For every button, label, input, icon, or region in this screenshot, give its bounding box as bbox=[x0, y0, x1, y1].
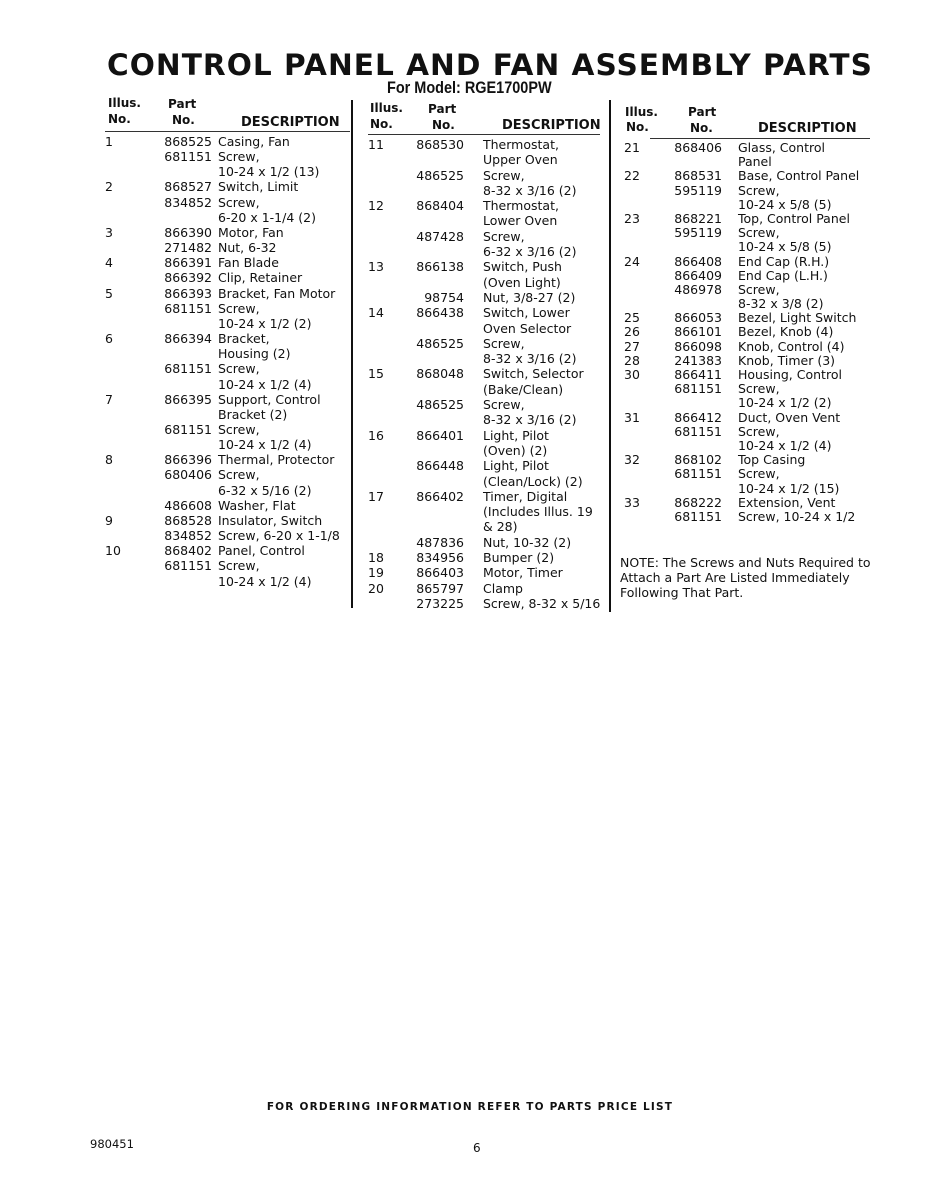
parts-row bbox=[105, 195, 350, 210]
header-rule bbox=[368, 134, 600, 135]
parts-row bbox=[105, 452, 350, 467]
part-description: 10-24 x 5/8 (5) bbox=[738, 196, 832, 212]
parts-row bbox=[105, 483, 350, 498]
part-description: Insulator, Switch bbox=[218, 512, 323, 528]
parts-row bbox=[105, 240, 350, 255]
part-description: Motor, Timer bbox=[483, 565, 563, 581]
page-title: CONTROL PANEL AND FAN ASSEMBLY PARTS bbox=[107, 48, 873, 82]
part-description: 10-24 x 5/8 (5) bbox=[738, 239, 832, 255]
parts-row bbox=[368, 535, 608, 550]
part-number: 486525 bbox=[416, 397, 464, 413]
illus-number: 13 bbox=[368, 259, 384, 275]
parts-row bbox=[105, 361, 350, 376]
part-description: Screw, bbox=[483, 397, 525, 413]
part-description: Nut, 3/8-27 (2) bbox=[483, 289, 576, 305]
parts-row bbox=[624, 239, 874, 253]
part-no-header: No. bbox=[432, 118, 455, 132]
part-number: 595119 bbox=[674, 182, 722, 198]
parts-row bbox=[368, 596, 608, 611]
part-description: Washer, Flat bbox=[218, 497, 296, 513]
part-description: Extension, Vent bbox=[738, 494, 836, 510]
part-description: Screw, bbox=[218, 149, 260, 165]
parts-row bbox=[368, 213, 608, 228]
illus-number: 1 bbox=[105, 134, 113, 149]
illus-number: 26 bbox=[624, 324, 640, 340]
part-description: 10-24 x 1/2 (2) bbox=[738, 395, 832, 411]
part-number: 486608 bbox=[164, 497, 212, 513]
illus-header: Illus. bbox=[625, 105, 658, 119]
parts-row bbox=[368, 489, 608, 504]
part-description: Bezel, Knob (4) bbox=[738, 324, 834, 340]
part-description: Upper Oven bbox=[483, 152, 558, 168]
part-description: 10-24 x 1/2 (4) bbox=[218, 437, 312, 453]
parts-row bbox=[105, 392, 350, 407]
part-description: Housing (2) bbox=[218, 346, 291, 362]
part-description: End Cap (R.H.) bbox=[738, 253, 830, 269]
part-number: 868048 bbox=[416, 366, 464, 382]
part-number: 868525 bbox=[164, 134, 212, 149]
illus-header: Illus. bbox=[108, 96, 141, 110]
parts-row bbox=[105, 316, 350, 331]
illus-number: 12 bbox=[368, 198, 384, 214]
part-number: 866403 bbox=[416, 565, 464, 581]
part-number: 866412 bbox=[674, 409, 722, 425]
parts-row bbox=[624, 381, 874, 395]
parts-row bbox=[105, 225, 350, 240]
description-header: DESCRIPTION bbox=[241, 115, 340, 130]
part-number: 866408 bbox=[674, 253, 722, 269]
illus-number: 18 bbox=[368, 550, 384, 566]
part-number: 487836 bbox=[416, 534, 464, 550]
part-description: Screw, bbox=[738, 182, 780, 198]
parts-row bbox=[105, 286, 350, 301]
part-description: Switch, Push bbox=[483, 259, 562, 275]
parts-row bbox=[105, 377, 350, 392]
parts-row bbox=[368, 305, 608, 320]
part-description: 8-32 x 3/8 (2) bbox=[738, 296, 824, 312]
part-number: 834852 bbox=[164, 528, 212, 544]
part-description: Nut, 6-32 bbox=[218, 240, 277, 256]
part-description: 10-24 x 1/2 (4) bbox=[218, 573, 312, 589]
parts-row bbox=[368, 519, 608, 534]
parts-row bbox=[368, 581, 608, 596]
part-number: 595119 bbox=[674, 225, 722, 241]
part-description: Glass, Control bbox=[738, 140, 825, 155]
part-number: 868528 bbox=[164, 512, 212, 528]
part-description: Screw, bbox=[483, 228, 525, 244]
illus-number: 4 bbox=[105, 255, 113, 271]
part-number: 866101 bbox=[674, 324, 722, 340]
illus-number: 19 bbox=[368, 565, 384, 581]
parts-row bbox=[368, 565, 608, 580]
document-number: 980451 bbox=[90, 1137, 134, 1151]
part-description: Lower Oven bbox=[483, 213, 558, 229]
part-description: Screw, 6-20 x 1-1/8 bbox=[218, 528, 340, 544]
part-number: 681151 bbox=[674, 423, 722, 439]
part-description: Duct, Oven Vent bbox=[738, 409, 841, 425]
illus-number: 14 bbox=[368, 305, 384, 321]
part-no-header: No. bbox=[690, 121, 713, 135]
part-description: Screw, bbox=[218, 300, 260, 316]
part-header: Part bbox=[168, 97, 197, 111]
parts-row bbox=[105, 513, 350, 528]
illus-number: 16 bbox=[368, 427, 384, 443]
parts-row bbox=[105, 331, 350, 346]
part-number: 868404 bbox=[416, 198, 464, 214]
parts-column-3 bbox=[624, 140, 874, 523]
description-header: DESCRIPTION bbox=[758, 121, 857, 136]
part-description: Thermostat, bbox=[483, 137, 559, 152]
part-number: 868531 bbox=[674, 168, 722, 184]
parts-row bbox=[624, 154, 874, 168]
column-divider bbox=[351, 100, 353, 608]
parts-row bbox=[624, 481, 874, 495]
parts-row bbox=[624, 438, 874, 452]
part-description: Switch, Limit bbox=[218, 179, 299, 195]
illus-number: 32 bbox=[624, 452, 640, 468]
part-number: 681151 bbox=[164, 300, 212, 316]
illus-number: 21 bbox=[624, 140, 640, 155]
illus-no-header: No. bbox=[108, 112, 131, 126]
part-number: 868221 bbox=[674, 210, 722, 226]
part-number: 241383 bbox=[674, 352, 722, 368]
header-rule bbox=[105, 131, 350, 132]
column-divider bbox=[609, 100, 611, 612]
part-description: End Cap (L.H.) bbox=[738, 267, 828, 283]
illus-number: 9 bbox=[105, 512, 113, 528]
part-number: 866395 bbox=[164, 391, 212, 407]
part-number: 273225 bbox=[416, 595, 464, 611]
part-description: 10-24 x 1/2 (4) bbox=[218, 376, 312, 392]
parts-row bbox=[624, 268, 874, 282]
part-number: 866098 bbox=[674, 338, 722, 354]
part-number: 866448 bbox=[416, 458, 464, 474]
parts-row bbox=[368, 382, 608, 397]
parts-row bbox=[368, 290, 608, 305]
part-number: 866402 bbox=[416, 488, 464, 504]
part-description: Oven Selector bbox=[483, 320, 572, 336]
parts-row bbox=[624, 424, 874, 438]
parts-row bbox=[368, 504, 608, 519]
part-description: 6-32 x 3/16 (2) bbox=[483, 244, 577, 260]
parts-row bbox=[368, 428, 608, 443]
illus-number: 15 bbox=[368, 366, 384, 382]
parts-row bbox=[624, 466, 874, 480]
description-header: DESCRIPTION bbox=[502, 118, 601, 133]
illus-number: 33 bbox=[624, 494, 640, 510]
part-number: 866409 bbox=[674, 267, 722, 283]
parts-row bbox=[105, 134, 350, 149]
parts-row bbox=[368, 336, 608, 351]
part-number: 681151 bbox=[674, 466, 722, 482]
parts-row bbox=[624, 197, 874, 211]
parts-row bbox=[105, 164, 350, 179]
part-description: Base, Control Panel bbox=[738, 168, 860, 184]
part-description: Light, Pilot bbox=[483, 458, 549, 474]
part-header: Part bbox=[428, 102, 457, 116]
parts-row bbox=[368, 229, 608, 244]
part-number: 834852 bbox=[164, 194, 212, 210]
parts-row bbox=[105, 255, 350, 270]
parts-column-2 bbox=[368, 137, 608, 611]
part-description: 10-24 x 1/2 (15) bbox=[738, 480, 840, 496]
part-description: 8-32 x 3/16 (2) bbox=[483, 351, 577, 367]
parts-row bbox=[368, 412, 608, 427]
model-subtitle: For Model: RGE1700PW bbox=[387, 78, 552, 97]
part-description: Top Casing bbox=[738, 452, 806, 468]
parts-row bbox=[105, 543, 350, 558]
illus-no-header: No. bbox=[370, 117, 393, 131]
part-number: 866394 bbox=[164, 331, 212, 347]
parts-row bbox=[624, 140, 874, 154]
part-number: 98754 bbox=[424, 289, 464, 305]
note-text: NOTE: The Screws and Nuts Required to Attach a Part Are Listed Immediately Following That Part. bbox=[620, 555, 871, 600]
part-number: 486525 bbox=[416, 167, 464, 183]
parts-row bbox=[624, 296, 874, 310]
parts-row bbox=[105, 210, 350, 225]
part-description: Light, Pilot bbox=[483, 427, 549, 443]
parts-row bbox=[624, 410, 874, 424]
part-description: Support, Control bbox=[218, 391, 321, 407]
part-description: Screw, bbox=[218, 558, 260, 574]
parts-row bbox=[368, 443, 608, 458]
parts-row bbox=[105, 558, 350, 573]
part-description: Housing, Control bbox=[738, 367, 842, 382]
parts-row bbox=[624, 509, 874, 523]
parts-row bbox=[624, 452, 874, 466]
part-description: Screw, bbox=[218, 421, 260, 437]
part-number: 681151 bbox=[674, 381, 722, 397]
part-description: 10-24 x 1/2 (13) bbox=[218, 164, 320, 180]
part-number: 681151 bbox=[164, 361, 212, 377]
illus-number: 28 bbox=[624, 352, 640, 368]
part-number: 681151 bbox=[674, 508, 722, 524]
part-description: (Includes Illus. 19 bbox=[483, 504, 593, 520]
part-description: 10-24 x 1/2 (4) bbox=[738, 437, 832, 453]
part-description: 10-24 x 1/2 (2) bbox=[218, 315, 312, 331]
parts-row bbox=[368, 397, 608, 412]
parts-row bbox=[624, 254, 874, 268]
part-number: 866401 bbox=[416, 427, 464, 443]
part-number: 866391 bbox=[164, 255, 212, 271]
part-number: 868102 bbox=[674, 452, 722, 468]
parts-row bbox=[368, 183, 608, 198]
part-description: Motor, Fan bbox=[218, 224, 284, 240]
part-description: Bezel, Light Switch bbox=[738, 310, 857, 326]
part-number: 866393 bbox=[164, 285, 212, 301]
part-number: 834956 bbox=[416, 550, 464, 566]
parts-row bbox=[368, 198, 608, 213]
parts-row bbox=[368, 137, 608, 152]
part-description: Fan Blade bbox=[218, 255, 279, 271]
illus-number: 27 bbox=[624, 338, 640, 354]
parts-row bbox=[624, 367, 874, 381]
part-number: 486525 bbox=[416, 335, 464, 351]
parts-row bbox=[624, 395, 874, 409]
part-description: Bracket, bbox=[218, 331, 270, 347]
part-description: Thermal, Protector bbox=[218, 452, 335, 468]
illus-number: 5 bbox=[105, 285, 113, 301]
parts-row bbox=[105, 407, 350, 422]
part-description: 6-20 x 1-1/4 (2) bbox=[218, 209, 316, 225]
parts-row bbox=[368, 458, 608, 473]
header-rule bbox=[650, 138, 870, 139]
parts-row bbox=[105, 467, 350, 482]
part-number: 868222 bbox=[674, 494, 722, 510]
part-number: 868527 bbox=[164, 179, 212, 195]
parts-row bbox=[105, 179, 350, 194]
illus-number: 7 bbox=[105, 391, 113, 407]
part-number: 865797 bbox=[416, 580, 464, 596]
part-header: Part bbox=[688, 105, 717, 119]
illus-number: 22 bbox=[624, 168, 640, 184]
illus-number: 3 bbox=[105, 224, 113, 240]
part-number: 680406 bbox=[164, 467, 212, 483]
illus-number: 23 bbox=[624, 210, 640, 226]
part-description: Screw, 8-32 x 5/16 bbox=[483, 595, 601, 611]
part-description: 8-32 x 3/16 (2) bbox=[483, 412, 577, 428]
part-description: Screw, bbox=[483, 167, 525, 183]
illus-number: 8 bbox=[105, 452, 113, 468]
part-description: Screw, bbox=[738, 281, 780, 297]
part-description: Screw, bbox=[738, 423, 780, 439]
parts-row bbox=[368, 259, 608, 274]
part-number: 866390 bbox=[164, 224, 212, 240]
part-description: Switch, Selector bbox=[483, 366, 584, 382]
part-description: & 28) bbox=[483, 519, 518, 535]
part-number: 681151 bbox=[164, 149, 212, 165]
part-description: (Bake/Clean) bbox=[483, 381, 564, 397]
footer-ordering-info: FOR ORDERING INFORMATION REFER TO PARTS PRICE LIST bbox=[266, 1101, 674, 1113]
parts-row bbox=[105, 498, 350, 513]
part-description: Nut, 10-32 (2) bbox=[483, 534, 572, 550]
part-description: Knob, Control (4) bbox=[738, 338, 845, 354]
illus-number: 2 bbox=[105, 179, 113, 195]
illus-number: 31 bbox=[624, 409, 640, 425]
illus-header: Illus. bbox=[370, 101, 403, 115]
part-description: Bumper (2) bbox=[483, 550, 555, 566]
part-description: (Oven) (2) bbox=[483, 442, 548, 458]
parts-row bbox=[105, 149, 350, 164]
parts-row bbox=[105, 270, 350, 285]
parts-row bbox=[105, 346, 350, 361]
illus-number: 25 bbox=[624, 310, 640, 326]
illus-number: 20 bbox=[368, 580, 384, 596]
part-description: Clamp bbox=[483, 580, 523, 596]
parts-row bbox=[624, 225, 874, 239]
parts-row bbox=[624, 353, 874, 367]
parts-row bbox=[368, 366, 608, 381]
parts-row bbox=[105, 437, 350, 452]
parts-row bbox=[105, 301, 350, 316]
part-number: 866053 bbox=[674, 310, 722, 326]
parts-row bbox=[368, 351, 608, 366]
illus-number: 11 bbox=[368, 137, 384, 152]
part-number: 866396 bbox=[164, 452, 212, 468]
parts-row bbox=[105, 528, 350, 543]
parts-row bbox=[105, 422, 350, 437]
part-description: 6-32 x 5/16 (2) bbox=[218, 482, 312, 498]
parts-row bbox=[368, 321, 608, 336]
parts-row bbox=[624, 183, 874, 197]
part-number: 866411 bbox=[674, 367, 722, 382]
part-description: (Oven Light) bbox=[483, 274, 561, 290]
part-description: Clip, Retainer bbox=[218, 270, 303, 286]
parts-row bbox=[368, 244, 608, 259]
parts-row bbox=[368, 168, 608, 183]
parts-row bbox=[624, 282, 874, 296]
parts-row bbox=[368, 152, 608, 167]
parts-row bbox=[624, 339, 874, 353]
part-number: 866392 bbox=[164, 270, 212, 286]
part-description: Bracket, Fan Motor bbox=[218, 285, 336, 301]
part-number: 868402 bbox=[164, 543, 212, 559]
part-description: Panel, Control bbox=[218, 543, 305, 559]
part-description: Knob, Timer (3) bbox=[738, 352, 836, 368]
part-description: Switch, Lower bbox=[483, 305, 570, 321]
parts-row bbox=[624, 211, 874, 225]
part-description: Screw, bbox=[218, 194, 260, 210]
part-description: Screw, bbox=[218, 361, 260, 377]
part-description: Screw, bbox=[738, 466, 780, 482]
part-no-header: No. bbox=[172, 113, 195, 127]
illus-number: 24 bbox=[624, 253, 640, 269]
part-number: 868406 bbox=[674, 140, 722, 155]
illus-number: 17 bbox=[368, 488, 384, 504]
part-description: 8-32 x 3/16 (2) bbox=[483, 182, 577, 198]
part-number: 681151 bbox=[164, 421, 212, 437]
part-description: Casing, Fan bbox=[218, 134, 290, 149]
parts-row bbox=[624, 168, 874, 182]
part-description: Screw, bbox=[483, 335, 525, 351]
part-number: 681151 bbox=[164, 558, 212, 574]
page-number: 6 bbox=[473, 1141, 481, 1155]
part-description: Top, Control Panel bbox=[738, 210, 850, 226]
part-number: 868530 bbox=[416, 137, 464, 152]
parts-row bbox=[368, 550, 608, 565]
illus-number: 30 bbox=[624, 367, 640, 382]
parts-row bbox=[624, 310, 874, 324]
part-description: Screw, 10-24 x 1/2 bbox=[738, 508, 856, 524]
parts-column-1 bbox=[105, 134, 350, 589]
part-number: 866438 bbox=[416, 305, 464, 321]
part-number: 866138 bbox=[416, 259, 464, 275]
part-number: 271482 bbox=[164, 240, 212, 256]
part-description: Screw, bbox=[218, 467, 260, 483]
part-description: Thermostat, bbox=[483, 198, 559, 214]
parts-row bbox=[105, 574, 350, 589]
part-description: Timer, Digital bbox=[483, 488, 568, 504]
illus-number: 6 bbox=[105, 331, 113, 347]
parts-row bbox=[368, 474, 608, 489]
part-description: Panel bbox=[738, 154, 772, 170]
part-number: 486978 bbox=[674, 281, 722, 297]
parts-row bbox=[624, 495, 874, 509]
parts-row bbox=[624, 324, 874, 338]
illus-no-header: No. bbox=[626, 120, 649, 134]
part-description: (Clean/Lock) (2) bbox=[483, 473, 583, 489]
part-description: Screw, bbox=[738, 225, 780, 241]
illus-number: 10 bbox=[105, 543, 121, 559]
part-number: 487428 bbox=[416, 228, 464, 244]
part-description: Screw, bbox=[738, 381, 780, 397]
part-description: Bracket (2) bbox=[218, 406, 288, 422]
parts-row bbox=[368, 275, 608, 290]
